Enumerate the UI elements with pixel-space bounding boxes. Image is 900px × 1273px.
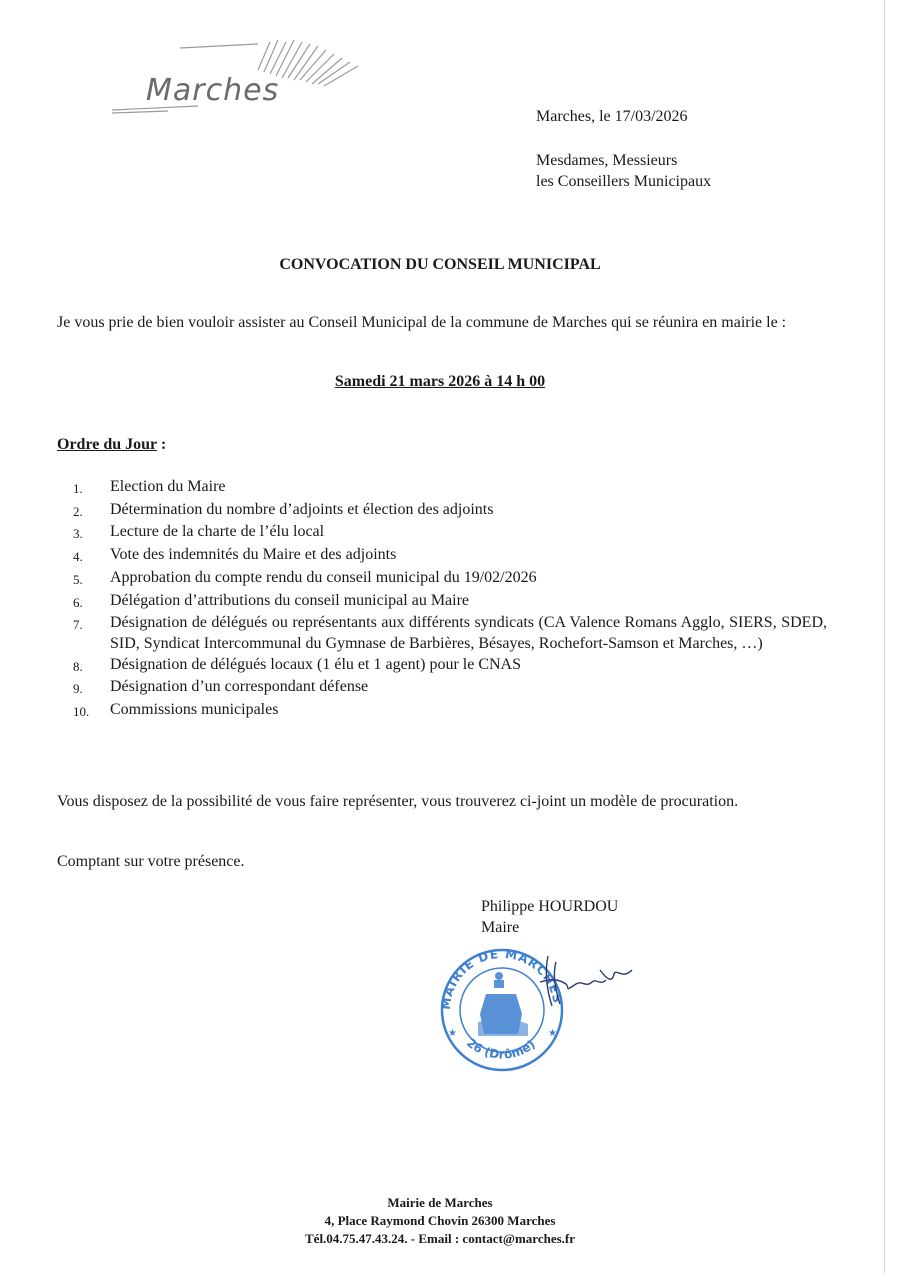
agenda-item-number: 3. (73, 526, 83, 542)
svg-text:★: ★ (448, 1028, 457, 1039)
agenda-heading-text: Ordre du Jour (57, 436, 157, 453)
agenda-item-text: Désignation de délégués locaux (1 élu et 1 agent) pour le CNAS (110, 655, 521, 673)
agenda-list (57, 477, 827, 723)
agenda-item (57, 591, 827, 614)
agenda-item (57, 477, 827, 500)
closing-line: Comptant sur votre présence. (57, 853, 245, 870)
agenda-item-text: Lecture de la charte de l’élu local (110, 523, 325, 541)
footer-line-1: Mairie de Marches (387, 1195, 493, 1210)
agenda-item-number: 6. (73, 594, 83, 610)
agenda-item (57, 700, 827, 723)
mairie-stamp-and-signature (436, 944, 636, 1074)
agenda-item (57, 677, 827, 700)
agenda-item-number: 4. (73, 549, 83, 565)
footer-contact (0, 1194, 880, 1248)
stamp-top-text: MAIRIE DE MARCHES (438, 946, 565, 1011)
meeting-date (0, 373, 880, 391)
place-date: Marches, le 17/03/2026 (536, 108, 688, 125)
agenda-item-text: Désignation d’un correspondant défense (110, 678, 369, 696)
svg-text:26 (Drôme) (464, 1036, 538, 1062)
agenda-item (57, 522, 827, 545)
agenda-item-number: 8. (73, 658, 83, 674)
logo-text: Marches (146, 73, 280, 108)
footer-line-3: Tél.04.75.47.43.24. - Email : contact@marches.fr (305, 1231, 575, 1246)
signer-block (481, 896, 618, 938)
agenda-item-text: Vote des indemnités du Maire et des adjoints (110, 546, 397, 564)
document-title: CONVOCATION DU CONSEIL MUNICIPAL (279, 256, 601, 273)
agenda-item-number: 2. (73, 503, 83, 519)
agenda-item-text: Délégation d’attributions du conseil municipal au Maire (110, 591, 470, 609)
agenda-heading-colon: : (156, 436, 167, 453)
recipients (536, 150, 711, 192)
intro-paragraph: Je vous prie de bien vouloir assister au Conseil Municipal de la commune de Marches qui se réunira en mairie le : (57, 314, 787, 331)
agenda-item (57, 545, 827, 568)
stamp-emblem (478, 972, 528, 1036)
footer-line-2: 4, Place Raymond Chovin 26300 Marches (324, 1213, 556, 1228)
agenda-item-number: 9. (73, 681, 83, 697)
page-edge-line (884, 0, 885, 1273)
mairie-stamp (439, 947, 565, 1070)
recipient-line-1: Mesdames, Messieurs (536, 152, 678, 169)
agenda-item (57, 613, 827, 654)
agenda-item-number: 5. (73, 571, 83, 587)
signer-name: Philippe HOURDOU (481, 898, 619, 915)
agenda-item (57, 500, 827, 523)
agenda-item-text: Détermination du nombre d’adjoints et élection des adjoints (110, 500, 494, 518)
agenda-heading (57, 436, 166, 454)
recipient-line-2: les Conseillers Municipaux (536, 173, 712, 190)
signer-role: Maire (481, 919, 520, 936)
stamp-bottom-text: 26 (Drôme) (463, 1035, 538, 1062)
meeting-date-text: Samedi 21 mars 2026 à 14 h 00 (334, 373, 546, 390)
agenda-item-number: 1. (73, 481, 83, 496)
agenda-item-number: 7. (73, 617, 83, 633)
marches-logo (108, 30, 368, 120)
agenda-item (57, 568, 827, 591)
agenda-item-number: 10. (73, 704, 90, 720)
agenda-item-text: Désignation de délégués ou représentants aux différents syndicats (CA Valence Romans Agglo, SIERS, SDED, SID, Syndicat Intercommunal du Gymnase de Barbières, Bésayes, Rochefort-Samson et Marches, …) (110, 614, 827, 652)
svg-text:★: ★ (548, 1028, 557, 1039)
agenda-item-text: Commissions municipales (110, 701, 279, 719)
agenda-item-text: Election du Maire (110, 478, 226, 495)
agenda-item (57, 655, 827, 678)
representation-paragraph: Vous disposez de la possibilité de vous faire représenter, vous trouverez ci-joint un modèle de procuration. (57, 793, 739, 810)
agenda-item-text: Approbation du compte rendu du conseil municipal du 19/02/2026 (110, 568, 537, 586)
